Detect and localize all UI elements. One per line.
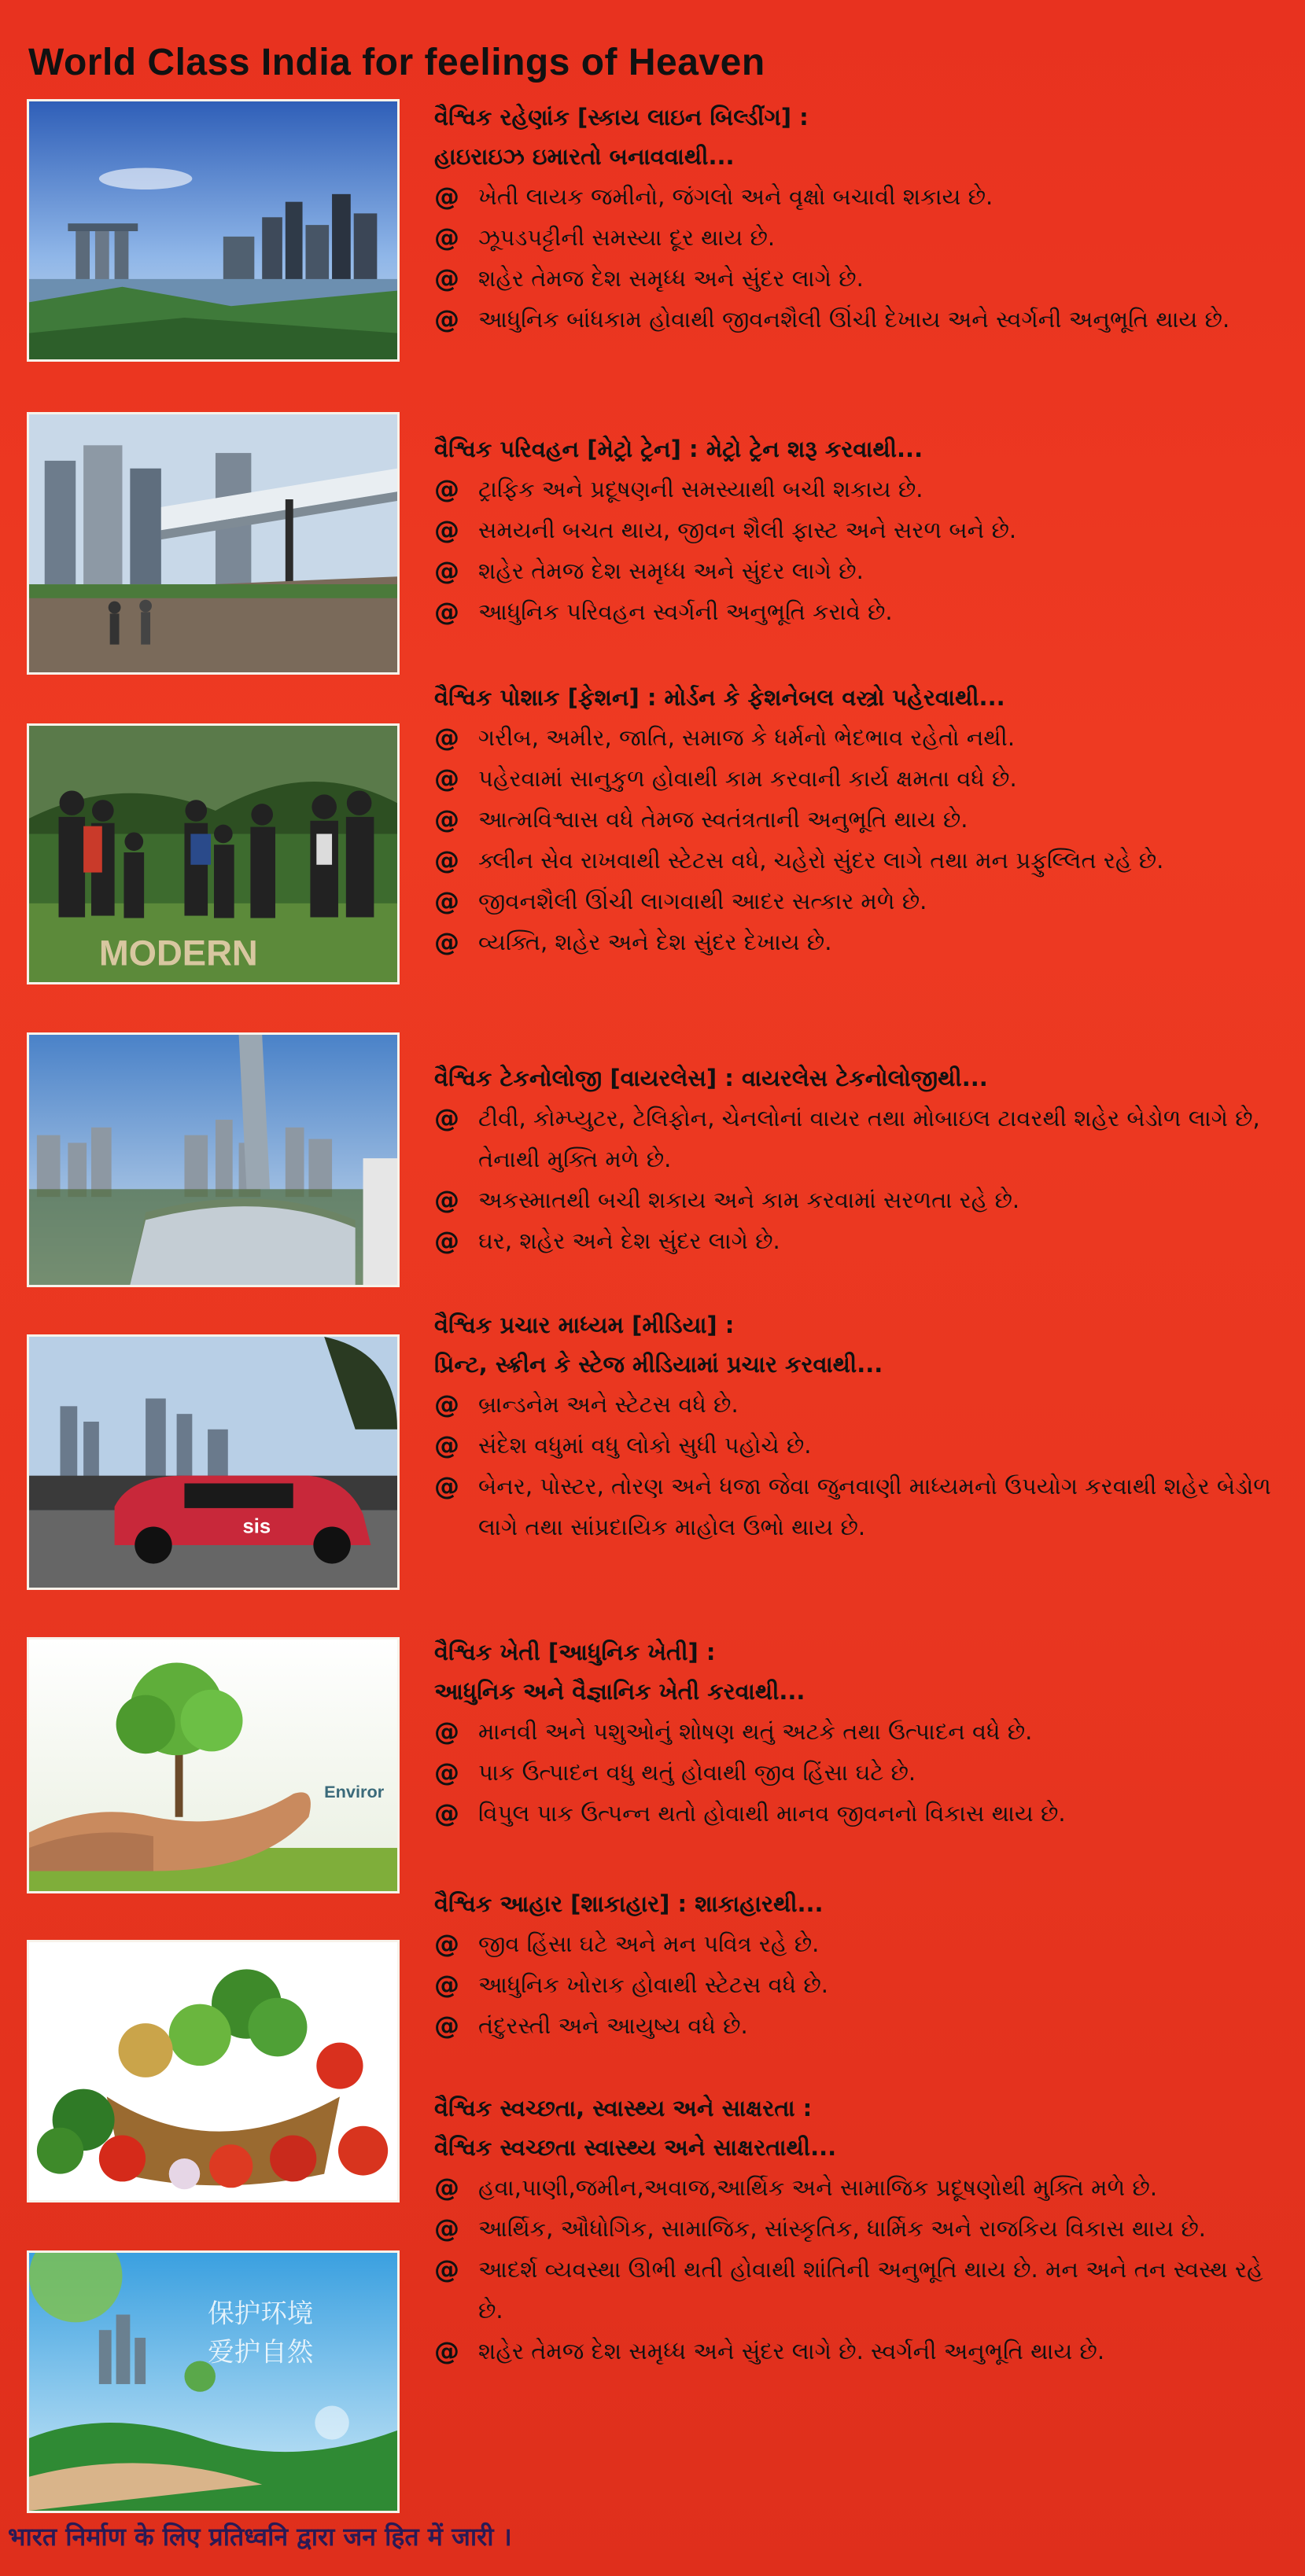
bullet-symbol: @ <box>434 304 459 334</box>
modern-fashion-photo <box>27 723 400 984</box>
section-subheading: હાઇરાઇઝ ઇમારતો બનાવવાથી... <box>434 143 735 170</box>
list-item <box>434 1098 1276 1179</box>
list-item <box>434 922 1276 962</box>
bullet-symbol: @ <box>434 2011 459 2041</box>
bullet-symbol: @ <box>434 597 459 627</box>
bullet-symbol: @ <box>434 2173 459 2202</box>
list-item <box>434 717 1276 758</box>
section-cleanliness-health-literacy <box>434 2088 1276 2372</box>
section-metro-transport <box>434 429 1276 632</box>
list-item <box>434 799 1276 840</box>
list-item <box>434 591 1276 632</box>
list-item <box>434 758 1276 799</box>
bullet-text: શહેર તેમજ દેશ સમૃધ્ધ અને સુંદર લાગે છે. <box>478 265 864 292</box>
section-media <box>434 1305 1276 1547</box>
bullet-symbol: @ <box>434 845 459 875</box>
bullet-symbol: @ <box>434 1471 459 1501</box>
bullet-text: ઝૂપડપટ્ટીની સમસ્યા દૂર થાય છે. <box>478 224 776 251</box>
bullet-symbol: @ <box>434 927 459 957</box>
list-item <box>434 299 1276 340</box>
bullet-text: શહેર તેમજ દેશ સમૃધ્ધ અને સુંદર લાગે છે. <box>478 558 864 584</box>
list-item <box>434 840 1276 881</box>
section-heading: વૈશ્વિક ખેતી [આધુનિક ખેતી] : <box>434 1639 716 1665</box>
bullet-symbol: @ <box>434 764 459 793</box>
environment-poster-photo <box>27 2250 400 2513</box>
bullet-text: પાક ઉત્પાદન વધુ થતું હોવાથી જીવ હિંસા ઘટે છે. <box>478 1759 916 1786</box>
vegetarian-food-photo <box>27 1940 400 2202</box>
list-item <box>434 2331 1276 2372</box>
bullet-text: હવા,પાણી,જમીન,અવાજ,આર્થિક અને સામાજિક પ્રદૂષણોથી મુક્તિ મળે છે. <box>478 2174 1158 2201</box>
bullet-text: ક્લીન સેવ રાખવાથી સ્ટેટસ વધે, ચહેરો સુંદર લાગે તથા મન પ્રફુલ્લિત રહે છે. <box>478 847 1164 874</box>
list-item <box>434 217 1276 258</box>
skyline-building-photo <box>27 99 400 362</box>
bullet-list <box>434 717 1276 962</box>
section-subheading: પ્રિન્ટ, સ્ક્રીન કે સ્ટેજ મીડિયામાં પ્રચાર કરવાથી... <box>434 1351 883 1378</box>
bullet-text: ઘર, શહેર અને દેશ સુંદર લાગે છે. <box>478 1227 780 1254</box>
modern-photo-label: MODERN <box>98 933 258 973</box>
section-heading: વૈશ્વિક ટેકનોલોજી [વાયરલેસ] : વાયરલેસ ટેકનોલોજીથી... <box>434 1065 988 1091</box>
list-item <box>434 881 1276 922</box>
list-item <box>434 1220 1276 1261</box>
bullet-text: જીવનશૈલી ઊંચી લાગવાથી આદર સત્કાર મળે છે. <box>478 888 927 914</box>
section-vegetarian-diet <box>434 1884 1276 2046</box>
section-heading: વૈશ્વિક આહાર [શાકાહાર] : શાકાહારથી... <box>434 1890 824 1917</box>
bullet-symbol: @ <box>434 1798 459 1828</box>
bullet-text: બેનર, પોસ્ટર, તોરણ અને ધજા જેવા જુનવાણી માધ્યમનો ઉપયોગ કરવાથી શહેર બેડોળ લાગે તથા સાંપ્રદાયિક માહોલ ઉભો થાય છે. <box>478 1473 1271 1540</box>
bullet-text: અકસ્માતથી બચી શકાય અને કામ કરવામાં સરળતા રહે છે. <box>478 1187 1020 1213</box>
section-heading: વૈશ્વિક પરિવહન [મેટ્રો ટ્રેન] : મેટ્રો ટ્રેન શરૂ કરવાથી... <box>434 436 923 462</box>
list-item <box>434 469 1276 510</box>
bullet-symbol: @ <box>434 182 459 212</box>
wireless-city-photo <box>27 1032 400 1287</box>
media-car-label: sis <box>242 1515 271 1538</box>
section-heading: વૈશ્વિક પ્રચાર માધ્યમ [મીડિયા] : <box>434 1312 735 1338</box>
list-item <box>434 2005 1276 2046</box>
list-item <box>434 176 1276 217</box>
bullet-symbol: @ <box>434 1389 459 1419</box>
metro-train-photo <box>27 412 400 675</box>
bullet-text: આદર્શ વ્યવસ્થા ઊભી થતી હોવાથી શાંતિની અનુભૂતિ થાય છે. મન અને તન સ્વસ્થ રહે છે. <box>478 2256 1263 2324</box>
page-title: World Class India for feelings of Heaven <box>28 42 765 83</box>
section-fashion <box>434 678 1276 962</box>
bullet-text: વિપુલ પાક ઉત્પન્ન થતો હોવાથી માનવ જીવનનો વિકાસ થાય છે. <box>478 1800 1066 1827</box>
list-item <box>434 1752 1276 1793</box>
bullet-symbol: @ <box>434 556 459 586</box>
list-item <box>434 550 1276 591</box>
poster-chinese-line-2: 爱护自然 <box>208 2336 314 2368</box>
farming-photo-label: Enviror <box>324 1782 385 1802</box>
bullet-symbol: @ <box>434 1929 459 1959</box>
section-wireless-technology <box>434 1058 1276 1261</box>
bullet-text: ગરીબ, અમીર, જાતિ, સમાજ કે ધર્મનો ભેદભાવ રહેતો નથી. <box>478 724 1016 751</box>
list-item <box>434 1425 1276 1466</box>
bullet-text: આધુનિક પરિવહન સ્વર્ગની અનુભૂતિ કરાવે છે. <box>478 598 893 625</box>
section-skyline-housing <box>434 98 1276 340</box>
bullet-text: આર્થિક, ઔધોગિક, સામાજિક, સાંસ્કૃતિક, ધાર્મિક અને રાજકિય વિકાસ થાય છે. <box>478 2215 1206 2242</box>
bullet-text: તંદુરસ્તી અને આયુષ્ય વધે છે. <box>478 2012 748 2039</box>
bullet-symbol: @ <box>434 263 459 293</box>
list-item <box>434 1711 1276 1752</box>
bullet-list <box>434 1923 1276 2046</box>
section-heading: વૈશ્વિક સ્વચ્છતા, સ્વાસ્થ્ય અને સાક્ષરતા : <box>434 2095 813 2122</box>
list-item <box>434 2208 1276 2249</box>
section-heading: વૈશ્વિક રહેણાંક [સ્કાય લાઇન બિલ્ડીંગ] : <box>434 104 809 131</box>
section-heading: વૈશ્વિક પોશાક [ફેશન] : મોર્ડન કે ફેશનેબલ વસ્ત્રો પહેરવાથી... <box>434 684 1005 711</box>
bullet-text: ટ્રાફિક અને પ્રદૂષણની સમસ્યાથી બચી શકાય છે. <box>478 476 923 502</box>
bullet-text: સંદેશ વધુમાં વધુ લોકો સુધી પહોચે છે. <box>478 1432 812 1459</box>
bullet-list <box>434 469 1276 632</box>
bullet-text: શહેર તેમજ દેશ સમૃધ્ધ અને સુંદર લાગે છે. સ્વર્ગની અનુભૂતિ થાય છે. <box>478 2338 1105 2364</box>
bullet-text: જીવ હિંસા ઘટે અને મન પવિત્ર રહે છે. <box>478 1930 820 1957</box>
poster-chinese-line-1: 保护环境 <box>208 2298 314 2329</box>
list-item <box>434 510 1276 550</box>
bullet-symbol: @ <box>434 223 459 252</box>
bullet-text: બ્રાન્ડનેમ અને સ્ટેટસ વધે છે. <box>478 1391 739 1418</box>
footer-text: भारत निर्माण के लिए प्रतिध्वनि द्वारा जन हित में जारी । <box>8 2522 512 2552</box>
list-item <box>434 1384 1276 1425</box>
bullet-list <box>434 176 1276 340</box>
bullet-symbol: @ <box>434 1970 459 2000</box>
bullet-text: આત્મવિશ્વાસ વધે તેમજ સ્વતંત્રતાની અનુભૂતિ થાય છે. <box>478 806 968 833</box>
bullet-symbol: @ <box>434 723 459 753</box>
list-item <box>434 1179 1276 1220</box>
bullet-text: પહેરવામાં સાનુકુળ હોવાથી કામ કરવાની કાર્ય ક્ષમતા વધે છે. <box>478 765 1017 792</box>
bullet-symbol: @ <box>434 1430 459 1460</box>
bullet-symbol: @ <box>434 2214 459 2243</box>
bullet-text: માનવી અને પશુઓનું શોષણ થતું અટકે તથા ઉત્પાદન વધે છે. <box>478 1718 1033 1745</box>
modern-farming-photo <box>27 1637 400 1893</box>
section-subheading: વૈશ્વિક સ્વચ્છતા સ્વાસ્થ્ય અને સાક્ષરતાથી... <box>434 2134 837 2161</box>
bullet-symbol: @ <box>434 2254 459 2284</box>
bullet-list <box>434 1384 1276 1547</box>
list-item <box>434 1466 1276 1547</box>
list-item <box>434 2167 1276 2208</box>
bullet-text: આધુનિક ખોરાક હોવાથી સ્ટેટસ વધે છે. <box>478 1971 828 1998</box>
bullet-list <box>434 1711 1276 1834</box>
list-item <box>434 2249 1276 2331</box>
bullet-symbol: @ <box>434 1717 459 1746</box>
list-item <box>434 258 1276 299</box>
bullet-symbol: @ <box>434 1185 459 1215</box>
list-item <box>434 1923 1276 1964</box>
bullet-symbol: @ <box>434 1226 459 1256</box>
bullet-list <box>434 1098 1276 1261</box>
bullet-symbol: @ <box>434 474 459 504</box>
bullet-symbol: @ <box>434 1103 459 1133</box>
section-modern-farming <box>434 1632 1276 1834</box>
section-subheading: આધુનિક અને વૈજ્ઞાનિક ખેતી કરવાથી... <box>434 1678 805 1705</box>
bullet-text: ટીવી, કોમ્પ્યુટર, ટેલિફોન, ચેનલોનાં વાયર તથા મોબાઇલ ટાવરથી શહેર બેડોળ લાગે છે, તેનાથી મુક્તિ મળે છે. <box>478 1105 1260 1172</box>
bullet-list <box>434 2167 1276 2372</box>
bullet-text: વ્યક્તિ, શહેર અને દેશ સુંદર દેખાય છે. <box>478 929 832 955</box>
list-item <box>434 1793 1276 1834</box>
bullet-text: સમયની બચત થાય, જીવન શૈલી ફાસ્ટ અને સરળ બને છે. <box>478 517 1017 543</box>
bullet-symbol: @ <box>434 515 459 545</box>
bullet-symbol: @ <box>434 1757 459 1787</box>
bullet-symbol: @ <box>434 2336 459 2366</box>
bullet-symbol: @ <box>434 804 459 834</box>
list-item <box>434 1964 1276 2005</box>
bullet-text: ખેતી લાયક જમીનો, જંગલો અને વૃક્ષો બચાવી શકાય છે. <box>478 183 993 210</box>
bullet-text: આધુનિક બાંધકામ હોવાથી જીવનશૈલી ઊંચી દેખાય અને સ્વર્ગની અનુભૂતિ થાય છે. <box>478 306 1230 333</box>
bullet-symbol: @ <box>434 886 459 916</box>
media-car-photo <box>27 1334 400 1590</box>
